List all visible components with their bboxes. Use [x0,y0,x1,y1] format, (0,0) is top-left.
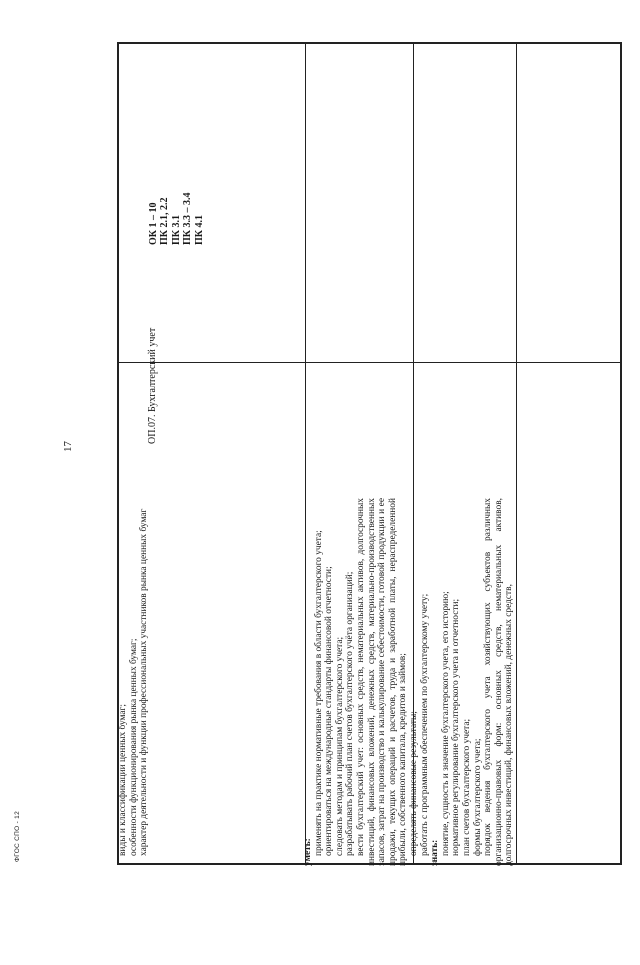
competency-code: ПК 3.3 – 3.4 [182,192,194,245]
text-line: работать с программным обеспечением по бухгалтерскому учету; [419,593,430,856]
discipline-text: ОП.07. Бухгалтерский учет [147,327,158,444]
text-line: план счетов бухгалтерского учета; [461,718,472,856]
text-line: вести бухгалтерский учет: основных средств, нематериальных активов, долгосрочных инвестиций, финансовых вложений, денежных средств, материально-производственных запасов, затрат на производство и калькулирование себестоимости, готовой продукции и ее продажи, текущих операций и расчетов, труда и заработной платы, нераспределенной прибыли, собственного капитала, кредитов и займов; [355,498,409,866]
page-number: 17 [62,441,74,452]
text-line: следовать методам и принципам бухгалтерского учета; [334,636,345,856]
main-text [117,466,303,866]
competency-code: ОК 1 – 10 [148,202,159,245]
row-divider [117,362,622,363]
competency-code: ПК 3.1 [170,214,182,245]
text-line: нормативное регулирование бухгалтерского учета и отчетности; [451,598,462,856]
text-line: применять на практике нормативные требования в области бухгалтерского учета; [313,530,324,856]
table-border-right [117,42,622,44]
table-border-bottom [620,42,622,865]
text-line: понятие, сущность и значение бухгалтерского учета, его историю; [440,591,451,856]
text-line: порядок ведения бухгалтерского учета хозяйствующих субъектов различных организационно-правовых форм: основных средств, нематериальных активов, долгосрочных инвестиций, финансовых вложений, денежных средств, [483,498,515,866]
text-line: ориентироваться на международные стандарты финансовой отчетности; [324,566,335,856]
competency-code: ПК 2.1, 2.2 [159,197,171,245]
umet-label: уметь: [303,838,313,866]
text-line: виды и классификации ценных бумаг; [118,703,128,856]
footer-label: ФГОС СПО - 12 [14,811,21,862]
competencies-cell [148,135,205,245]
text-line: характер деятельности и функции профессиональных участников рынка ценных бумаг [139,508,150,856]
znat-label: знать: [430,839,441,866]
text-line: особенности функционирования рынка ценных бумаг; [128,638,139,856]
text-line: определять финансовые результаты; [408,711,419,856]
text-line: разрабатывать рабочий план счетов бухгалтерского учёта организаций; [345,571,356,856]
text-line: формы бухгалтерского учета; [472,738,483,856]
text-flow [303,498,515,866]
competency-code: ПК 4.1 [193,214,205,245]
